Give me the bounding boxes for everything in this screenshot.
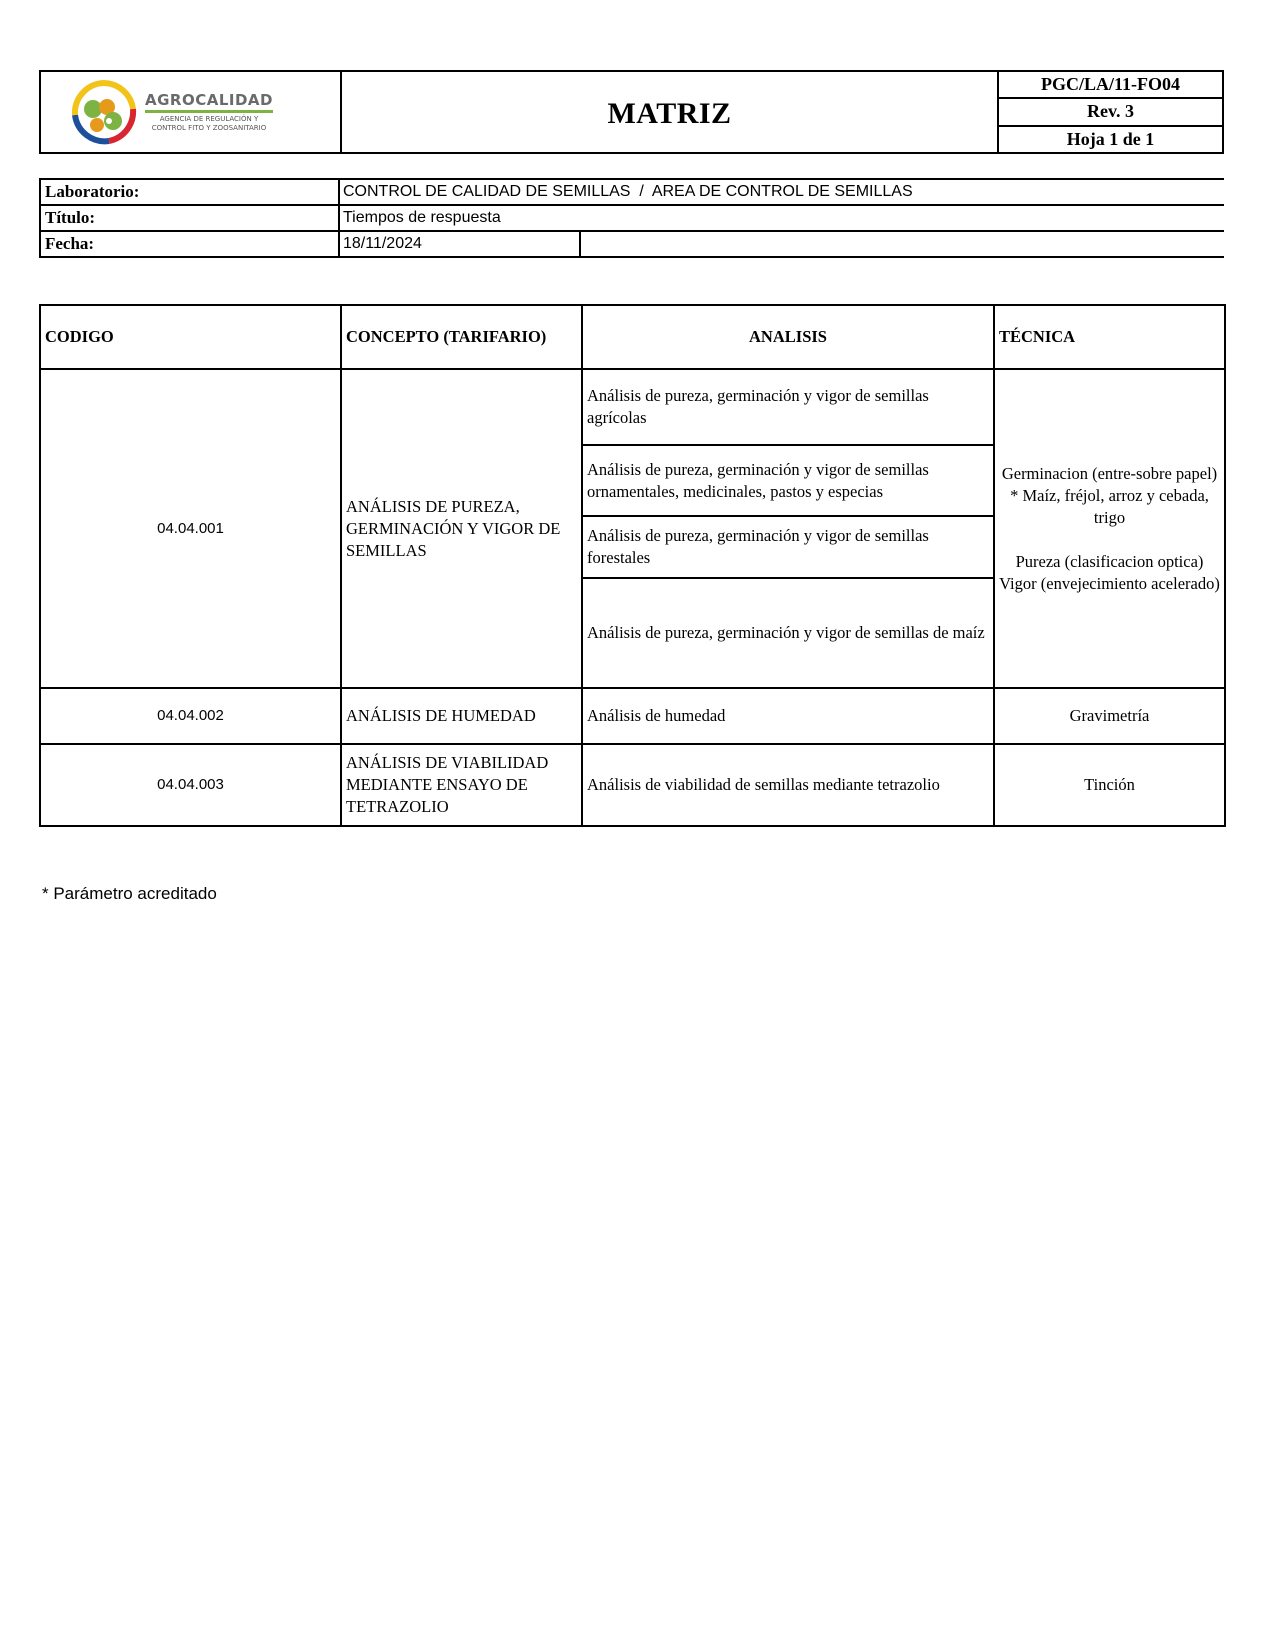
header-concepto: CONCEPTO (TARIFARIO) (341, 305, 582, 369)
tecnica-line: Vigor (envejecimiento acelerado) (999, 573, 1220, 593)
info-row-laboratorio (39, 178, 1224, 204)
logo-name: AGROCALIDAD (145, 92, 273, 113)
agrocalidad-logo-icon (69, 79, 139, 145)
fecha-value: 18/11/2024 (340, 232, 581, 256)
codigo-cell: 04.04.001 (40, 369, 341, 688)
tecnica-cell: Gravimetría (994, 688, 1225, 744)
logo-subtitle-line-2: CONTROL FITO Y ZOOSANITARIO (151, 123, 267, 132)
titulo-label: Título: (39, 206, 340, 230)
logo-cell (41, 72, 342, 152)
tecnica-line: Pureza (clasificacion optica) (1015, 551, 1204, 571)
matrix-table (39, 304, 1226, 827)
concepto-cell: ANÁLISIS DE VIABILIDAD MEDIANTE ENSAYO DE TETRAZOLIO (341, 744, 582, 826)
header-analisis: ANALISIS (582, 305, 994, 369)
table-row (40, 688, 1225, 744)
table-row (40, 369, 1225, 445)
logo-text (145, 92, 273, 133)
document-title: MATRIZ (342, 72, 999, 152)
concepto-cell: ANÁLISIS DE HUMEDAD (341, 688, 582, 744)
document-revision: Rev. 3 (999, 99, 1222, 126)
analisis-cell: Análisis de viabilidad de semillas mediante tetrazolio (582, 744, 994, 826)
info-row-titulo (39, 204, 1224, 230)
info-row-fecha (39, 230, 1224, 258)
tecnica-spacer (999, 529, 1220, 551)
laboratorio-value: CONTROL DE CALIDAD DE SEMILLAS / AREA DE CONTROL DE SEMILLAS (343, 183, 913, 200)
tecnica-cell (994, 369, 1225, 688)
tecnica-cell: Tinción (994, 744, 1225, 826)
codigo-cell: 04.04.002 (40, 688, 341, 744)
analisis-cell: Análisis de pureza, germinación y vigor de semillas ornamentales, medicinales, pastos y especias (582, 445, 994, 516)
table-header-row (40, 305, 1225, 369)
fecha-blank-cell (581, 232, 1224, 256)
codigo-cell: 04.04.003 (40, 744, 341, 826)
logo-subtitle-line-1: AGENCIA DE REGULACIÓN Y (159, 114, 259, 123)
analisis-cell: Análisis de pureza, germinación y vigor de semillas forestales (582, 516, 994, 578)
document-code: PGC/LA/11-FO04 (999, 72, 1222, 99)
laboratorio-label: Laboratorio: (39, 180, 340, 204)
document-reference (999, 72, 1222, 152)
table-row (40, 744, 1225, 826)
header-tecnica: TÉCNICA (994, 305, 1225, 369)
document-header (39, 70, 1224, 154)
tecnica-line: * Maíz, fréjol, arroz y cebada, trigo (1010, 485, 1209, 527)
tecnica-line: Germinacion (entre-sobre papel) (1001, 463, 1218, 483)
info-block (39, 178, 1224, 258)
analisis-cell: Análisis de pureza, germinación y vigor de semillas de maíz (582, 578, 994, 688)
header-codigo: CODIGO (40, 305, 341, 369)
fecha-label: Fecha: (39, 232, 340, 256)
concepto-cell: ANÁLISIS DE PUREZA, GERMINACIÓN Y VIGOR DE SEMILLAS (341, 369, 582, 688)
document-sheet: Hoja 1 de 1 (1066, 128, 1155, 149)
analisis-cell: Análisis de pureza, germinación y vigor de semillas agrícolas (582, 369, 994, 445)
titulo-value: Tiempos de respuesta (343, 209, 501, 226)
footnote: * Parámetro acreditado (42, 884, 217, 903)
analisis-cell: Análisis de humedad (582, 688, 994, 744)
